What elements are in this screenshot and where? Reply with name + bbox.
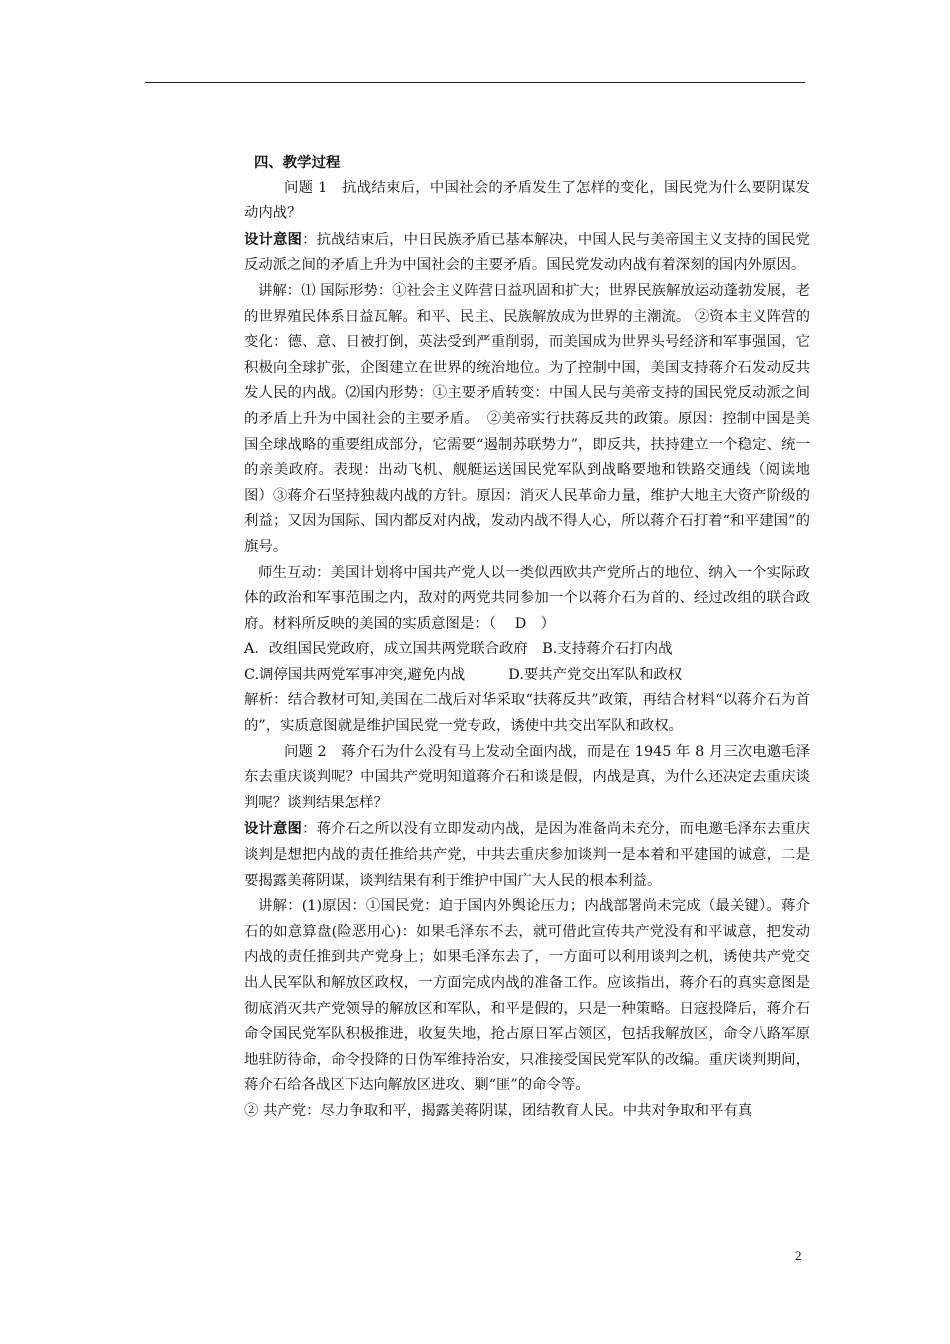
- communist-party-paragraph: ② 共产党：尽力争取和平，揭露美蒋阴谋，团结教育人民。中共对争取和平有真: [244, 1102, 753, 1119]
- design-intent-text: ：蒋介石之所以没有立即发动内战，是因为准备尚未充分，而电邀毛泽东去重庆谈判是想把内战的责任推给共产党，中共去重庆参加谈判一是本着和平建国的诚意，二是要揭露美蒋阴谋，谈判结果有利于维护中国广大人民的根本利益。: [244, 821, 810, 889]
- teacher-student-interaction: 师生互动：美国计划将中国共产党人以一类似西欧共产党所占的地位、纳入一个实际政体的政治和军事范围之内，敌对的两党共同参加一个以蒋介石为首的、经过改组的联合政府。材料所反映的美国的实质意图是：（ D ）: [244, 564, 810, 632]
- question-2: 问题 2 蒋介石为什么没有马上发动全面内战，而是在 1945 年 8 月三次电邀毛泽东去重庆谈判呢？中国共产党明知道蒋介石和谈是假，内战是真，为什么还决定去重庆谈判呢？谈判结果怎样？: [244, 743, 810, 811]
- design-intent-2: [244, 816, 810, 894]
- option-a-b: A．改组国民党政府，成立国共两党联合政府 B.支持蒋介石打内战: [244, 641, 673, 658]
- question-1: 问题 1 抗战结束后，中国社会的矛盾发生了怎样的变化，国民党为什么要阴谋发动内战？: [244, 179, 810, 222]
- header-rule: [145, 82, 805, 83]
- section-heading: 四、教学过程: [254, 154, 341, 171]
- design-intent-1: [244, 227, 810, 279]
- page-number: 2: [795, 1248, 802, 1263]
- document-body: [244, 150, 810, 1125]
- design-intent-label: 设计意图: [244, 820, 303, 838]
- design-intent-label: 设计意图: [244, 230, 303, 248]
- lecture-2: 讲解：(1)原因：①国民党：迫于国内外舆论压力；内战部署尚未完成（最关键）。蒋介石的如意算盘(险恶用心)：如果毛泽东不去，就可借此宣传共产党没有和平诚意，把发动内战的责任推到共产党身上；如果毛泽东去了，一方面可以利用谈判之机，诱使共产党交出人民军队和解放区政权，一方面完成内战的准备工作。应该指出，蒋介石的真实意图是彻底消灭共产党领导的解放区和军队，和平是假的，只是一种策略。日寇投降后，蒋介石命令国民党军队积极推进，收复失地，抢占原日军占领区，包括我解放区，命令八路军原地驻防待命，命令投降的日伪军维持治安，只准接受国民党军队的改编。重庆谈判期间，蒋介石给各战区下达向解放区进攻、剿“匪”的命令等。: [244, 898, 810, 1094]
- analysis: 解析：结合教材可知,美国在二战后对华采取“扶蒋反共”政策，再结合材料“以蒋介石为首的”，实质意图就是维护国民党一党专政，诱使中共交出军队和政权。: [244, 692, 810, 735]
- design-intent-text: ：抗战结束后，中日民族矛盾已基本解决，中国人民与美帝国主义支持的国民党反动派之间的矛盾上升为中国社会的主要矛盾。国民党发动内战有着深刻的国内外原因。: [244, 231, 810, 274]
- option-c-d: C.调停国共两党军事冲突,避免内战 D.要共产党交出军队和政权: [244, 666, 683, 683]
- lecture-1: 讲解：⑴ 国际形势：①社会主义阵营日益巩固和扩大；世界民族解放运动蓬勃发展，老的世界殖民体系日益瓦解。和平、民主、民族解放成为世界的主潮流。 ②资本主义阵营的变化：德、意、日被打倒，英法受到严重削弱，而美国成为世界头号经济和军事强国，它积极向全球扩张，企图建立在世界的统治地位。为了控制中国，美国支持蒋介石发动反共发人民的内战。⑵国内形势：①主要矛盾转变：中国人民与美帝支持的国民党反动派之间的矛盾上升为中国社会的主要矛盾。 ②美帝实行扶蒋反共的政策。原因：控制中国是美国全球战略的重要组成部分，它需要“遏制苏联势力”，即反共，扶持建立一个稳定、统一的亲美政府。表现：出动飞机、舰艇运送国民党军队到战略要地和铁路交通线（阅读地图）③蒋介石坚持独裁内战的方针。原因：消灭人民革命力量，维护大地主大资产阶级的利益；又因为国际、国内都反对内战，发动内战不得人心，所以蒋介石打着“和平建国”的旗号。: [244, 282, 810, 555]
